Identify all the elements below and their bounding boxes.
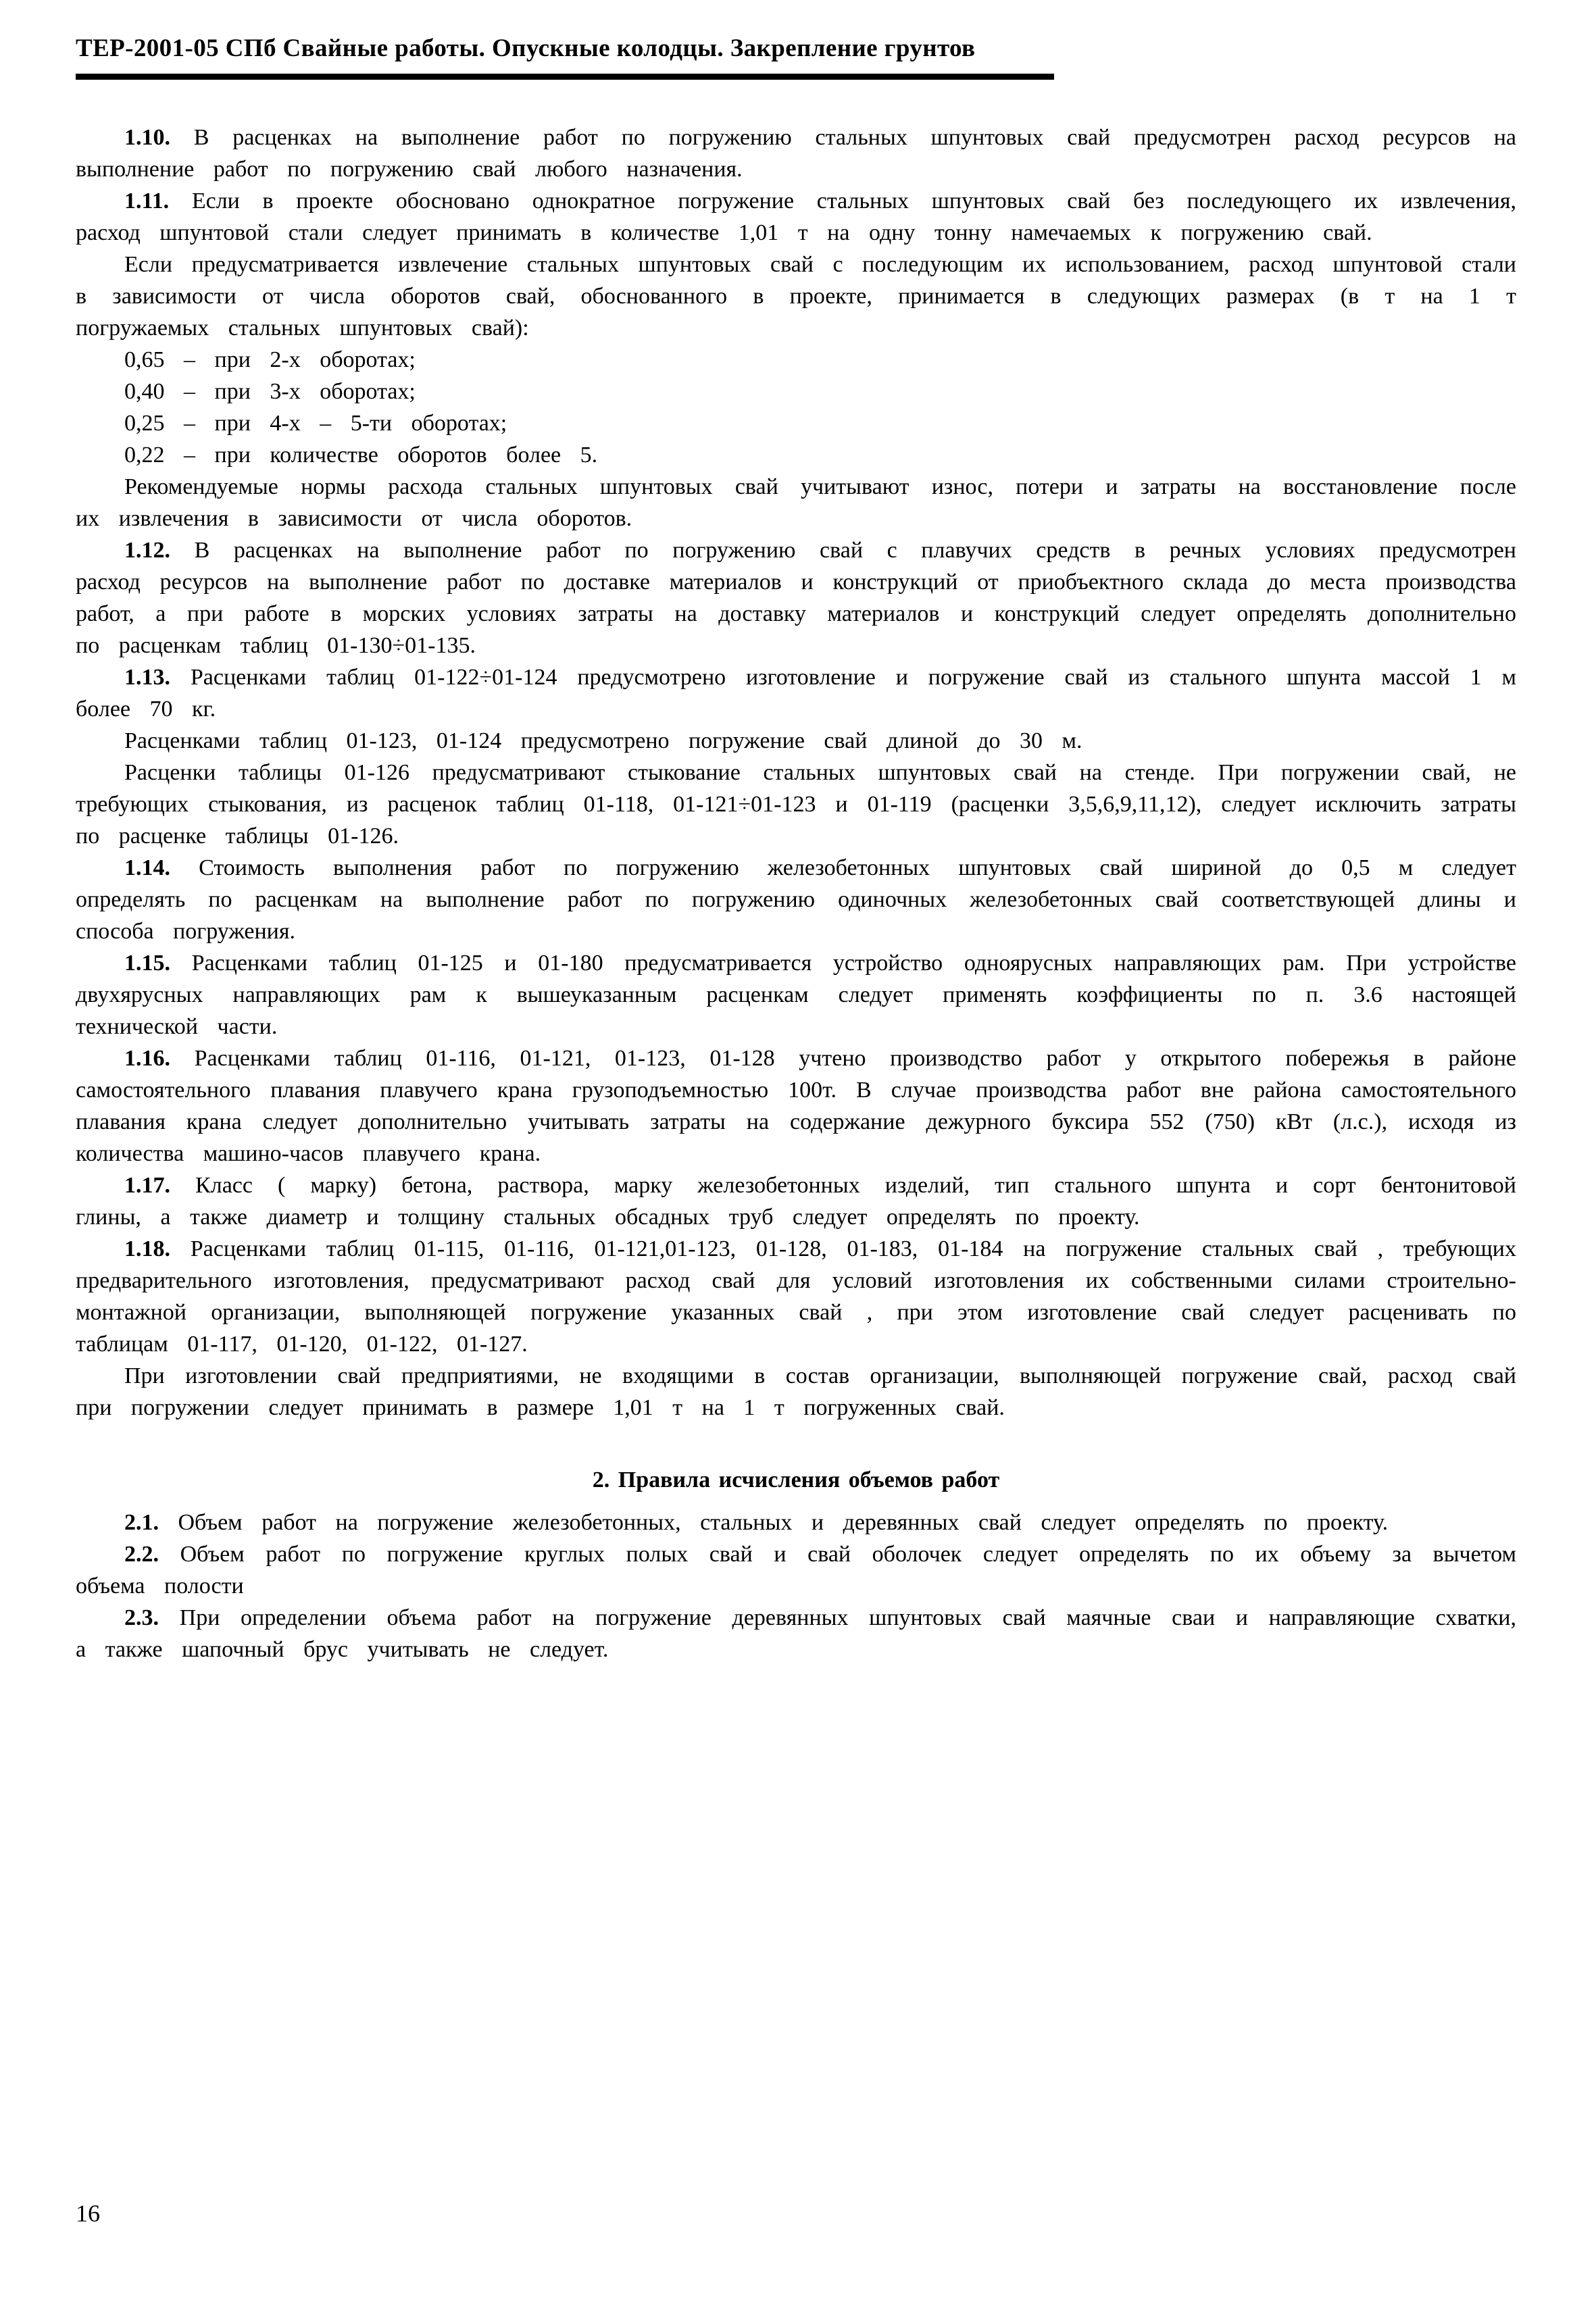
clause-text: Объем работ на погружение железобетонных, стальных и деревянных свай следует определять по проекту. xyxy=(178,1510,1389,1535)
clause-text: Если предусматривается извлечение стальных шпунтовых свай с последующим их использованием, расход шпунтовой стали в зависимости от числа оборотов свай, обоснованного в проекте, принимается в следующих размерах (в т на 1 т погружаемых стальных шпунтовых свай): xyxy=(76,252,1516,341)
clause-number: 1.10. xyxy=(124,125,170,150)
list-item-text: 0,65 – при 2-х оборотах; xyxy=(124,347,416,372)
clause-text: Расценками таблиц 01-122÷01-124 предусмотрено изготовление и погружение свай из стального шпунта массой 1 м более 70 кг. xyxy=(76,665,1517,722)
document-body xyxy=(76,122,1516,1665)
clause-1-16 xyxy=(76,1042,1516,1169)
running-head-title: ТЕР-2001-05 СПб Свайные работы. Опускные колодцы. Закрепление грунтов xyxy=(76,34,976,62)
para-extraction-rates xyxy=(76,249,1516,344)
clause-1-10 xyxy=(76,122,1516,185)
clause-2-1 xyxy=(76,1507,1516,1538)
clause-number: 1.17. xyxy=(124,1173,170,1198)
clause-number: 1.12. xyxy=(124,538,170,563)
clause-text: Расценками таблиц 01-125 и 01-180 предусматривается устройство одноярусных направляющих рам. При устройстве двухярусных направляющих рам к вышеуказанным расценкам следует применять коэффициенты по п. 3.6 настоящей технической части. xyxy=(76,951,1516,1039)
clause-text: В расценках на выполнение работ по погружению стальных шпунтовых свай предусмотрен расход ресурсов на выполнение работ по погружению свай любого назначения. xyxy=(76,125,1517,182)
list-item-turnover-more-5 xyxy=(76,439,1516,471)
clause-1-15 xyxy=(76,947,1516,1042)
clause-number: 1.15. xyxy=(124,951,170,976)
clause-number: 1.13. xyxy=(124,665,170,690)
list-item-text: 0,40 – при 3-х оборотах; xyxy=(124,379,416,404)
clause-1-13 xyxy=(76,661,1516,725)
list-item-text: 0,22 – при количестве оборотов более 5. xyxy=(124,443,598,468)
clause-text: Класс ( марку) бетона, раствора, марку железобетонных изделий, тип стального шпунта и сорт бентонитовой глины, а также диаметр и толщину стальных обсадных труб следует определять по проекту. xyxy=(76,1173,1517,1230)
para-recommended-norms xyxy=(76,471,1516,534)
clause-2-2 xyxy=(76,1538,1516,1602)
clause-text: Стоимость выполнения работ по погружению железобетонных шпунтовых свай шириной до 0,5 м следует определять по расценкам на выполнение работ по погружению одиночных железобетонных свай соответствующей длины и способа погружения. xyxy=(76,855,1516,944)
clause-1-11 xyxy=(76,185,1516,249)
clause-1-17 xyxy=(76,1169,1516,1233)
clause-1-14 xyxy=(76,852,1516,947)
page-header xyxy=(76,34,1516,80)
list-item-turnover-2 xyxy=(76,344,1516,376)
clause-number: 1.11. xyxy=(124,188,170,213)
list-item-turnover-3 xyxy=(76,376,1516,407)
clause-number: 2.3. xyxy=(124,1605,159,1630)
clause-text: При определении объема работ на погружение деревянных шпунтовых свай маячные сваи и направляющие схватки, а также шапочный брус учитывать не следует. xyxy=(76,1605,1516,1662)
header-rule xyxy=(76,74,1054,80)
clause-2-3 xyxy=(76,1602,1516,1665)
clause-text: Расценками таблиц 01-115, 01-116, 01-121,01-123, 01-128, 01-183, 01-184 на погружение стальных свай , требующих предварительного изготовления, предусматривают расход свай для условий изготовления их собственными силами строительно-монтажной организации, выполняющей погружение указанных свай , при этом изготовление свай следует расценивать по таблицам 01-117, 01-120, 01-122, 01-127. xyxy=(76,1236,1516,1357)
clause-number: 2.2. xyxy=(124,1542,159,1567)
clause-number: 1.16. xyxy=(124,1046,170,1071)
clause-number: 1.18. xyxy=(124,1236,170,1261)
clause-1-18 xyxy=(76,1233,1516,1360)
list-item-turnover-4-5 xyxy=(76,407,1516,439)
clause-text: Рекомендуемые нормы расхода стальных шпунтовых свай учитывают износ, потери и затраты на восстановление после их извлечения в зависимости от числа оборотов. xyxy=(76,474,1516,531)
clause-text: Расценками таблиц 01-123, 01-124 предусмотрено погружение свай длиной до 30 м. xyxy=(124,728,1082,753)
clause-text: Если в проекте обосновано однократное погружение стальных шпунтовых свай без последующего их извлечения, расход шпунтовой стали следует принимать в количестве 1,01 т на одну тонну намечаемых к погружению свай. xyxy=(76,188,1517,245)
clause-text: Расценками таблиц 01-116, 01-121, 01-123, 01-128 учтено производство работ у открытого побережья в районе самостоятельного плавания плавучего крана грузоподъемностью 100т. В случае производства работ вне района самостоятельного плавания крана следует дополнительно учитывать затраты на содержание дежурного буксира 552 (750) кВт (л.с.), исходя из количества машино-часов плавучего крана. xyxy=(76,1046,1516,1166)
para-tables-01-123-124 xyxy=(76,725,1516,757)
list-item-text: 0,25 – при 4-х – 5-ти оборотах; xyxy=(124,411,507,436)
para-table-01-126 xyxy=(76,757,1516,852)
clause-text: Расценки таблицы 01-126 предусматривают стыкование стальных шпунтовых свай на стенде. При погружении свай, не требующих стыкования, из расценок таблиц 01-118, 01-121÷01-123 и 01-119 (расценки 3,5,6,9,11,12), следует исключить затраты по расценке таблицы 01-126. xyxy=(76,760,1516,849)
clause-1-12 xyxy=(76,534,1516,661)
para-manufactured-piles xyxy=(76,1360,1516,1424)
section-2-heading: 2. Правила исчисления объемов работ xyxy=(592,1467,1000,1492)
clause-number: 2.1. xyxy=(124,1510,159,1535)
page-number: 16 xyxy=(76,2200,100,2227)
clause-text: Объем работ по погружение круглых полых свай и свай оболочек следует определять по их объему за вычетом объема полости xyxy=(76,1542,1517,1599)
clause-text: В расценках на выполнение работ по погружению свай с плавучих средств в речных условиях предусмотрен расход ресурсов на выполнение работ по доставке материалов и конструкций от приобъектного склада до места производства работ, а при работе в морских условиях затраты на доставку материалов и конструкций следует определять дополнительно по расценкам таблиц 01-130÷01-135. xyxy=(76,538,1516,658)
clause-text: При изготовлении свай предприятиями, не входящими в состав организации, выполняющей погружение свай, расход свай при погружении следует принимать в размере 1,01 т на 1 т погруженных свай. xyxy=(76,1363,1516,1420)
clause-number: 1.14. xyxy=(124,855,170,880)
